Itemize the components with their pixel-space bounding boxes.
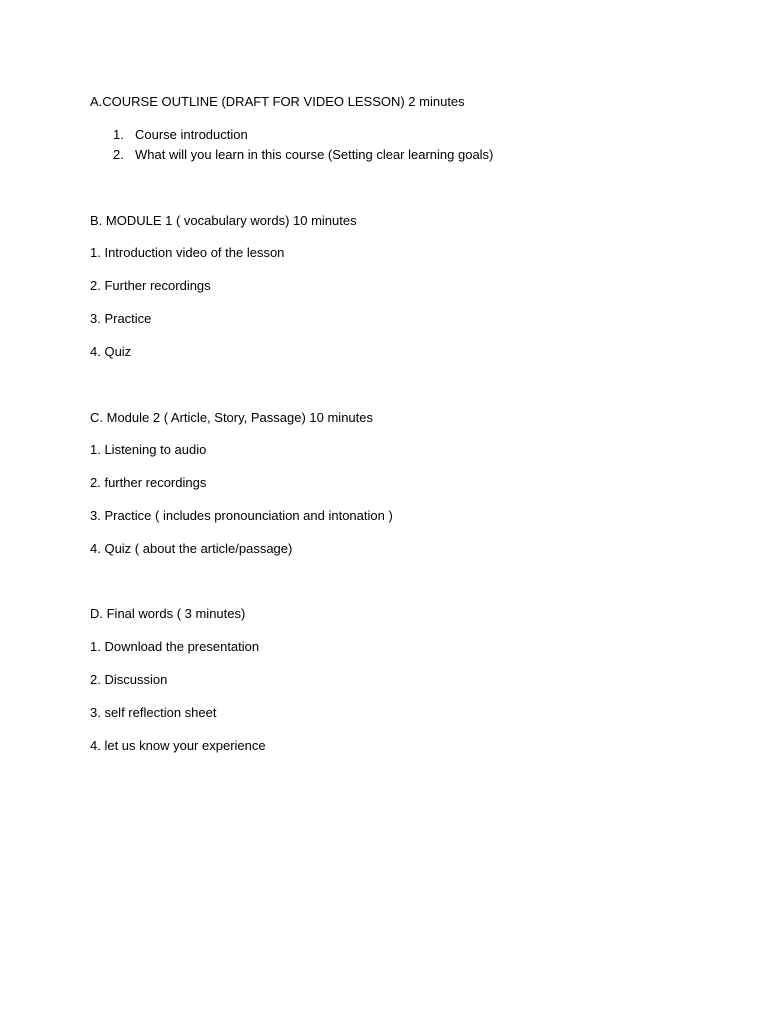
section-c-item-3: 3. Practice ( includes pronounciation and intonation ) (90, 508, 393, 523)
section-d-item-1: 1. Download the presentation (90, 639, 260, 654)
section-a-item-2-number: 2. (113, 147, 124, 162)
section-c-item-4: 4. Quiz ( about the article/passage) (90, 541, 293, 556)
section-b-item-4: 4. Quiz (90, 344, 132, 359)
section-a-heading: A.COURSE OUTLINE (DRAFT FOR VIDEO LESSON) 2 minutes (90, 94, 465, 109)
section-c-item-2: 2. further recordings (90, 475, 207, 490)
section-c-item-1: 1. Listening to audio (90, 442, 207, 457)
section-a-item-2-text: What will you learn in this course (Setting clear learning goals) (135, 147, 494, 162)
section-d-heading: D. Final words ( 3 minutes) (90, 606, 246, 621)
section-d-item-4: 4. let us know your experience (90, 738, 266, 753)
section-a-item-1-number: 1. (113, 127, 124, 142)
section-c-heading: C. Module 2 ( Article, Story, Passage) 10 minutes (90, 410, 373, 425)
section-b-item-2: 2. Further recordings (90, 278, 211, 293)
section-a-item-1-text: Course introduction (135, 127, 248, 142)
section-b-item-3: 3. Practice (90, 311, 152, 326)
section-b-heading: B. MODULE 1 ( vocabulary words) 10 minutes (90, 213, 357, 228)
section-d-item-3: 3. self reflection sheet (90, 705, 217, 720)
section-d-item-2: 2. Discussion (90, 672, 168, 687)
section-b-item-1: 1. Introduction video of the lesson (90, 245, 285, 260)
